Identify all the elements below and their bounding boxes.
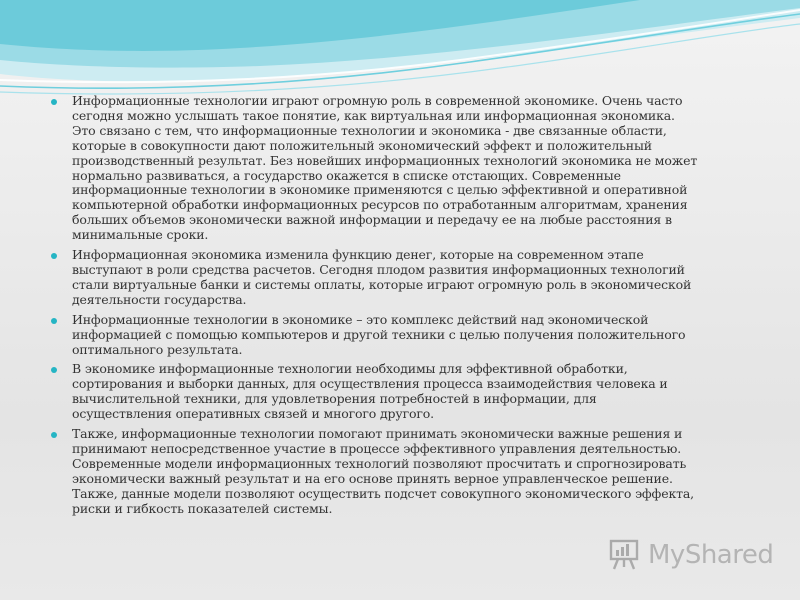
text-line: выступают в роли средства расчетов. Сегодня плодом развития информационных технологий xyxy=(72,261,685,277)
text-line: Также, данные модели позволяют осуществить подсчет совокупного экономического эффекта, xyxy=(72,485,694,501)
bullet-item-5 xyxy=(48,427,768,516)
text-line: Современные модели информационных технологий позволяют просчитать и спрогнозировать xyxy=(72,455,687,471)
text-line: Информационная экономика изменила функцию денег, которые на современном этапе xyxy=(72,247,644,263)
bullet-item-3 xyxy=(48,313,768,358)
text-line: Информационные технологии в экономике – это комплекс действий над экономической xyxy=(72,311,649,327)
text-line: В экономике информационные технологии необходимы для эффективной обработки, xyxy=(72,361,628,377)
text-line: оптимального результата. xyxy=(72,341,243,357)
text-line: информационные технологии в экономике применяются с целью эффективной и оперативной xyxy=(72,182,688,198)
text-line: больших объемов экономически важной информации и передачу ее на любые расстояния в xyxy=(72,212,672,228)
text-line: риски и гибкость показателей системы. xyxy=(72,500,333,516)
text-line: Информационные технологии играют огромную роль в современной экономике. Очень часто xyxy=(72,93,683,108)
text-line: производственный результат. Без новейших информационных технологий экономика не может xyxy=(72,152,698,168)
bullet-item-4 xyxy=(48,362,768,422)
text-line: Также, информационные технологии помогают принимать экономически важные решения и xyxy=(72,426,683,442)
text-line: сортирования и выборки данных, для осуществления процесса взаимодействия человека и xyxy=(72,376,668,392)
text-line: деятельности государства. xyxy=(72,291,247,307)
bullet-dot-icon xyxy=(51,253,57,259)
bullet-list xyxy=(48,94,768,521)
myshared-watermark xyxy=(608,537,773,573)
text-line: нормально развиваться, а государство окажется в списке отстающих. Современные xyxy=(72,167,621,183)
text-line: информацией с помощью компьютеров и другой техники с целью получения положительного xyxy=(72,326,686,342)
text-line: сегодня можно услышать такое понятие, как виртуальная или информационная экономика. xyxy=(72,107,675,123)
watermark-text: MyShared xyxy=(648,540,774,570)
text-line: минимальные сроки. xyxy=(72,227,209,243)
bullet-dot-icon xyxy=(51,99,57,105)
text-line: стали виртуальные банки и системы оплаты, которые играют огромную роль в экономической xyxy=(72,276,692,292)
text-line: Это связано с тем, что информационные технологии и экономика - две связанные области, xyxy=(72,122,667,138)
bullet-dot-icon xyxy=(51,432,57,438)
text-line: экономически важный результат и на его основе принять верное управленческое решение. xyxy=(72,470,673,486)
bullet-item-2 xyxy=(48,248,768,308)
bullet-item-1 xyxy=(48,94,768,243)
text-line: которые в совокупности дают положительный экономический эффект и положительный xyxy=(72,137,652,153)
presentation-board-icon xyxy=(608,539,642,571)
text-line: осуществления оперативных связей и многого другого. xyxy=(72,406,434,422)
text-line: вычислительной техники, для удовлетворения потребностей в информации, для xyxy=(72,391,597,407)
bullet-dot-icon xyxy=(51,318,57,324)
text-line: компьютерной обработки информационных ресурсов по отработанным алгоритмам, хранения xyxy=(72,197,688,213)
bullet-dot-icon xyxy=(51,367,57,373)
text-line: принимают непосредственное участие в процессе эффективного управления деятельностью. xyxy=(72,440,682,456)
